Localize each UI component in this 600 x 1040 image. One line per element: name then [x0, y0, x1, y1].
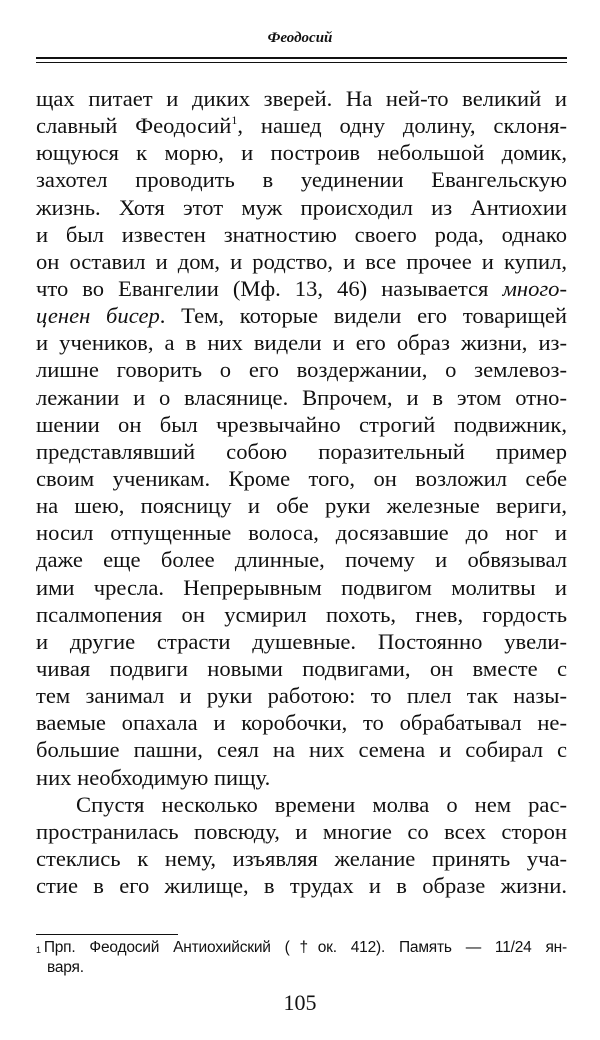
text-line: захотел проводить в уединении Евангельскую	[36, 167, 567, 193]
text-line: стие в его жилище, в трудах и в образе жизни.	[36, 873, 567, 899]
text-line: псалмопения он усмирил похоть, гнев, гордость	[36, 601, 567, 627]
text-fragment: славный Феодосий	[36, 113, 232, 139]
page-number: 105	[283, 990, 317, 1015]
text-line: пространилась повсюду, и многие со всех сторон	[36, 818, 567, 844]
text-line: жизнь. Хотя этот муж происходил из Антиохии	[36, 194, 567, 220]
text-fragment: . Тем, которые видели его товарищей	[159, 303, 567, 329]
text-line: тем занимал и руки работою: то плел так назы-	[36, 683, 567, 709]
text-line: них необходимую пищу.	[36, 764, 271, 790]
footnote-separator	[36, 934, 178, 935]
footnote-line	[36, 938, 567, 958]
text-line: даже еще более длинные, почему и обвязывал	[36, 547, 567, 573]
footnote-text: Прп. Феодосий Антиохийский (†ок. 412). Память — 11/24 ян-	[43, 939, 567, 956]
main-text	[36, 85, 567, 899]
footnote-line: варя.	[47, 959, 84, 976]
text-line: и был известен знатностию своего рода, однако	[36, 221, 567, 247]
text-line: носил отпущенные волоса, досязавшие до ног и	[36, 520, 567, 546]
text-line: и учеников, а в них видели и его образ жизни, из-	[36, 330, 567, 356]
text-line: и другие страсти душевные. Постоянно увели-	[36, 628, 567, 654]
italic-text: ценен бисер	[36, 303, 160, 329]
text-line: на шею, поясницу и обе руки железные вериги,	[36, 493, 567, 519]
text-line: лишне говорить о его воздержании, о землевоз-	[36, 357, 567, 383]
text-fragment: , нашед одну долину, склоня-	[237, 113, 568, 139]
header-rule-bottom	[36, 62, 567, 63]
footnote-marker: 1	[36, 945, 41, 955]
text-fragment: что во Евангелии (Мф. 13, 46) называется	[36, 275, 503, 301]
paragraph-first-line: Спустя несколько времени молва о нем рас-	[76, 791, 567, 817]
italic-text: много-	[502, 275, 567, 301]
text-line: ваемые опахала и коробочки, то обрабатывал не-	[36, 710, 567, 736]
text-line: стеклись к нему, изъявляя желание принять уча-	[36, 845, 567, 871]
footnote	[36, 938, 567, 978]
text-line: шении он был чрезвычайно строгий подвижник,	[36, 411, 567, 437]
text-line: своим ученикам. Кроме того, он возложил себе	[36, 465, 567, 491]
text-line	[36, 112, 567, 139]
header-rule-top	[36, 57, 567, 59]
text-line: ющуюся к морю, и построив небольшой домик,	[36, 140, 567, 166]
text-line: щах питает и диких зверей. На ней-то великий и	[36, 86, 567, 111]
text-line: чивая подвиги новыми подвигами, он вместе с	[36, 655, 567, 681]
text-line: представлявший собою поразительный пример	[36, 438, 567, 464]
text-line: ими чресла. Непрерывным подвигом молитвы и	[36, 574, 567, 600]
text-line: он оставил и дом, и родство, и все прочее и купил,	[36, 248, 567, 274]
running-head-title: Феодосий	[267, 30, 333, 46]
text-line	[36, 302, 567, 329]
text-line: большие пашни, сеял на них семена и собирал с	[36, 737, 567, 763]
footnote-reference: 1	[231, 113, 238, 128]
text-line: лежании и о власянице. Впрочем, и в этом отно-	[36, 384, 567, 410]
text-line	[36, 275, 567, 302]
